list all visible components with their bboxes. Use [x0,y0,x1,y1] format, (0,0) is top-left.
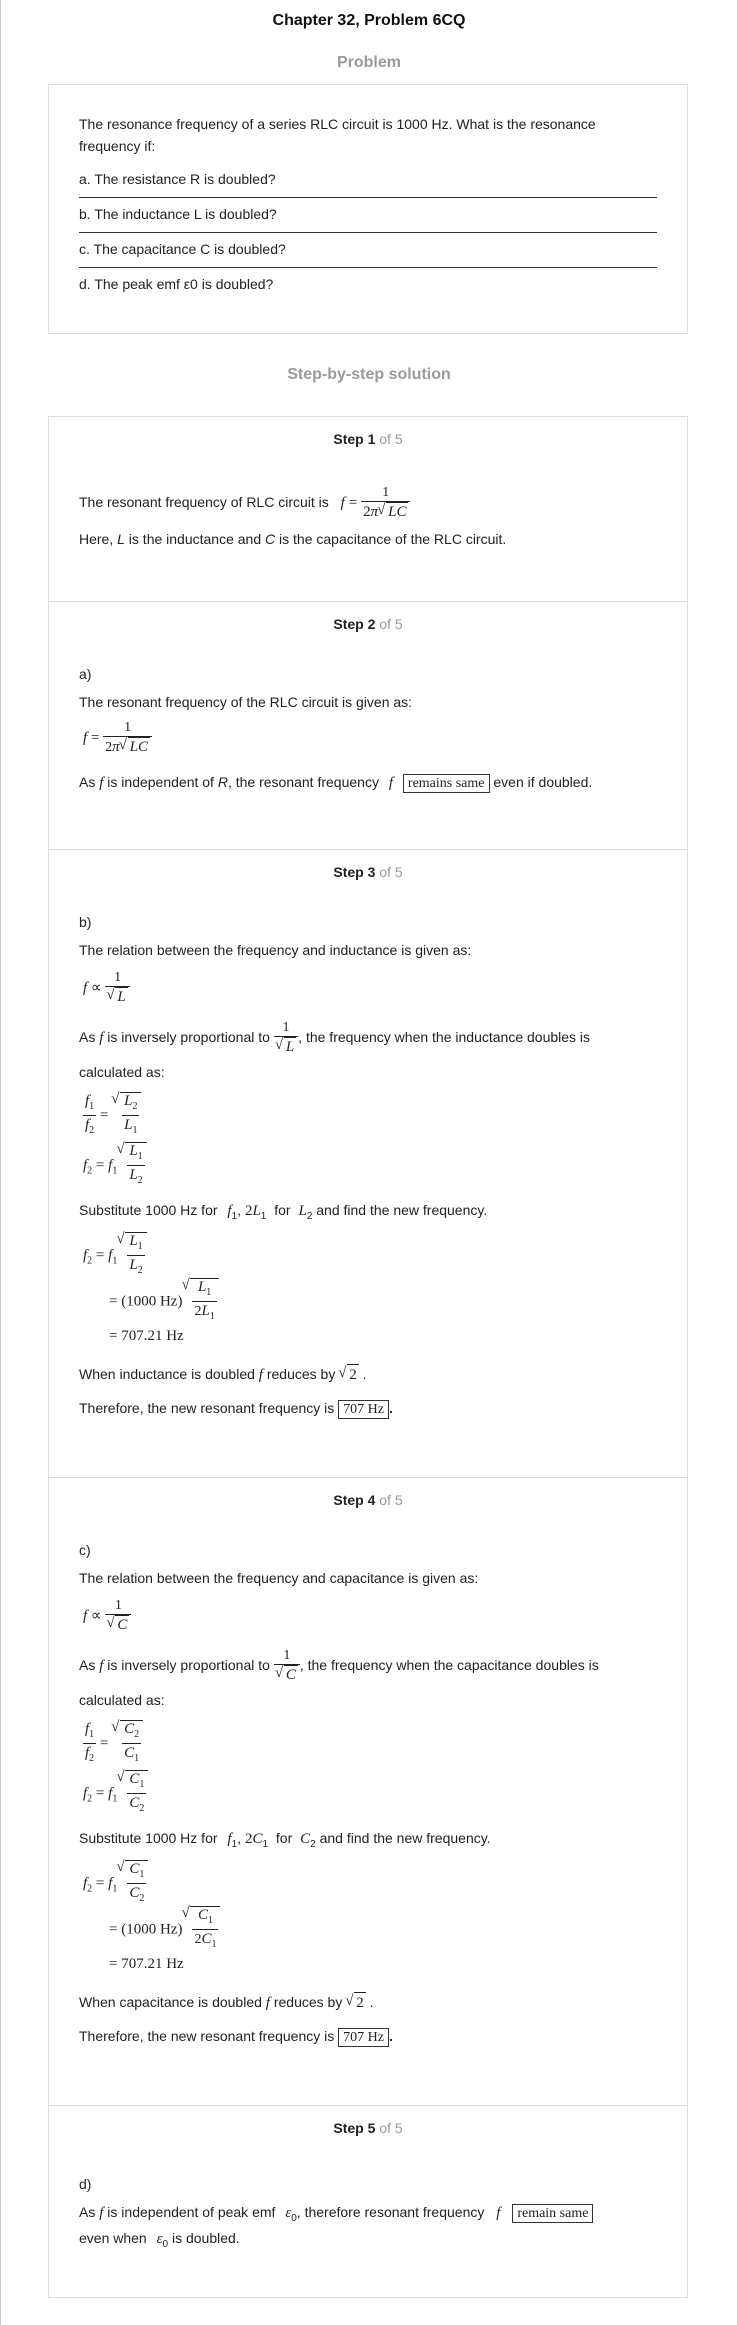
step-4-therefore: Therefore, the new resonant frequency is 707 Hz . [79,2028,393,2045]
step-4-answer: 707 Hz [338,2028,389,2047]
step-3-therefore: Therefore, the new resonant frequency is 707 Hz . [79,1400,393,1417]
step-3-line2: As f is inversely proportional to 1 √ L , the frequency when the inductance doubles is [79,1020,590,1057]
problem-heading: Problem [336,54,401,71]
step-3-proportional: f ∝ 1 √ L [83,970,130,1007]
problem-item-b: b. The inductance L is doubled? [79,198,657,233]
step-1-definitions: Here, L is the inductance and C is the capacitance of the RLC circuit. [79,531,507,547]
step-3-part: b) [79,914,92,930]
step-1-card [48,416,688,602]
step-3-line1: The relation between the frequency and inductance is given as: [79,942,472,958]
step-4-line1: The relation between the frequency and capacitance is given as: [79,1570,479,1586]
step-3-ratio: $\frac{f_1}{f_2}$ = √ $\frac{L_2}{L_1}$ [83,1092,141,1140]
step-3-when: When inductance is doubled f reduces by √ 2 . [79,1364,367,1385]
page-border-left [0,0,1,2325]
step-4-part: c) [79,1542,91,1558]
problem-item-a: a. The resistance R is doubled? [79,163,657,198]
step-5-line2: even when $\varepsilon_0$ is doubled. [79,2230,240,2250]
step-1-formula-line: The resonant frequency of RLC circuit is f = $\frac{1}{2\pi√ LC}$ [79,485,410,522]
step-3-substitute: Substitute 1000 Hz for $f_1$, $2L_1$ for $L_2$ and find the new frequency. [79,1202,488,1222]
step-4-card [48,1478,688,2106]
page-title: Chapter 32, Problem 6CQ [272,12,466,29]
step-3-title: Step 3 of 5 [333,864,403,880]
step-3-calc-1: $f_2 = f_1$ √ $\frac{L_1}{L_2}$ [83,1232,147,1280]
step-4-substitute: Substitute 1000 Hz for $f_1$, $2C_1$ for $C_2$ and find the new frequency. [79,1830,491,1850]
step-2-conclusion: As f is independent of R, the resonant frequency f remains same even if doubled. [79,774,593,791]
problem-intro: The resonance frequency of a series RLC circuit is 1000 Hz. What is the resonance frequency if: [79,116,596,154]
step-2-title: Step 2 of 5 [333,616,403,632]
step-2-line1: The resonant frequency of the RLC circuit is given as: [79,694,413,710]
problem-box [48,84,688,334]
step-4-f2-formula: $f_2 = f_1$ √ $\frac{C_1}{C_2}$ [83,1770,148,1818]
step-5-answer: remain same [512,2204,593,2223]
step-3-calc-3: = 707.21 Hz [109,1328,184,1344]
step-3-card [48,850,688,1478]
step-3-f2-formula: $f_2 = f_1$ √ $\frac{L_1}{L_2}$ [83,1142,147,1190]
problem-item-c: c. The capacitance C is doubled? [79,233,657,268]
step-2-answer: remains same [403,774,490,793]
step-4-proportional: f ∝ 1 √ C [83,1598,131,1635]
step-3-answer: 707 Hz [338,1400,389,1419]
step-3-calc-2: = (1000 Hz) √ $\frac{L_1}{2L_1}$ [109,1278,219,1326]
step-3-line3: calculated as: [79,1064,165,1080]
step-4-calc-2: = (1000 Hz) √ $\frac{C_1}{2C_1}$ [109,1906,220,1954]
step-4-title: Step 4 of 5 [333,1492,403,1508]
step-5-part: d) [79,2176,92,2192]
step-1-title: Step 1 of 5 [333,431,403,447]
step-4-line2: As f is inversely proportional to 1 √ C , the frequency when the capacitance doubles is [79,1648,599,1685]
step-5-card [48,2106,688,2298]
step-4-calc-1: $f_2 = f_1$ √ $\frac{C_1}{C_2}$ [83,1860,148,1908]
step-2-part: a) [79,666,92,682]
step-2-card [48,602,688,850]
step-5-line1: As f is independent of peak emf $\varepsilon_0$, therefore resonant frequency f remain same [79,2202,593,2229]
solution-heading: Step-by-step solution [287,366,451,383]
step-4-calc-3: = 707.21 Hz [109,1956,184,1972]
step-2-formula: f = $\frac{1}{2\pi√ LC}$ [83,720,152,757]
step-4-line3: calculated as: [79,1692,165,1708]
step-5-title: Step 5 of 5 [333,2120,403,2136]
step-4-when: When capacitance is doubled f reduces by √ 2 . [79,1992,374,2013]
problem-item-d: d. The peak emf ε0 is doubled? [79,276,274,292]
step-4-ratio: $\frac{f_1}{f_2}$ = √ $\frac{C_2}{C_1}$ [83,1720,143,1768]
